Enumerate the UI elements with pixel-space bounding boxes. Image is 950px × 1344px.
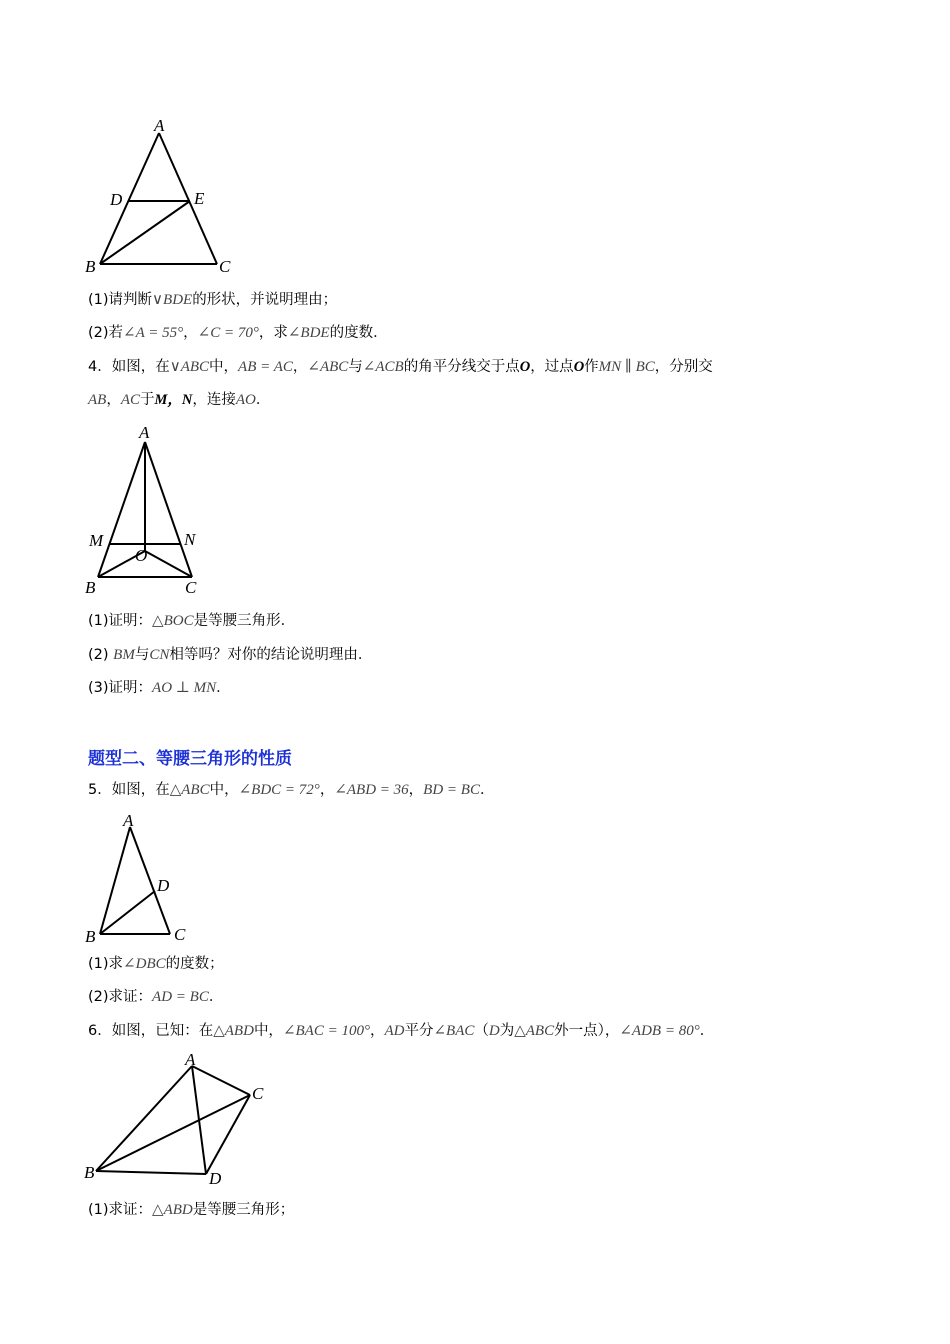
q3-part2: (2)若∠A = 55°，∠C = 70°，求∠BDE的度数．	[88, 325, 388, 341]
label-d: D	[157, 876, 170, 895]
label-c: C	[252, 1084, 264, 1103]
label-b: B	[84, 1163, 95, 1182]
q4-part3: (3)证明：AO ⊥ MN．	[88, 680, 231, 696]
q4-stem-line2: AB，AC于M，N，连接AO．	[88, 392, 271, 408]
figure-triangle-abd	[82, 810, 202, 945]
label-b: B	[85, 927, 96, 946]
label-a: A	[123, 811, 134, 830]
section-heading: 题型二、等腰三角形的性质	[88, 749, 292, 769]
q4-stem-line1: 4．如图，在∨ABC中，AB = AC，∠ABC与∠ACB的角平分线交于点O，过点O作MN ∥ BC，分别交	[88, 359, 713, 375]
q5-part2: (2)求证：AD = BC．	[88, 989, 224, 1005]
label-c: C	[219, 257, 231, 276]
label-d: D	[110, 190, 123, 209]
q6-stem: 6．如图，已知：在△ABD中，∠BAC = 100°，AD平分∠BAC（D为△ABC外一点），∠ADB = 80°．	[88, 1023, 715, 1039]
label-c: C	[174, 925, 186, 944]
q4-part1: (1)证明：△BOC是等腰三角形．	[88, 613, 296, 629]
figure-triangle-abc-mn	[82, 420, 222, 600]
q3-part1: (1)请判断∨BDE的形状，并说明理由；	[88, 292, 338, 308]
label-e: E	[194, 189, 205, 208]
label-a: A	[139, 423, 150, 442]
figure-quadrilateral-abdc	[82, 1050, 282, 1190]
q6-part1: (1)求证：△ABD是等腰三角形；	[88, 1202, 295, 1218]
label-b: B	[85, 257, 96, 276]
figure-triangle-bde	[82, 115, 242, 280]
q5-part1: (1)求∠DBC的度数；	[88, 956, 224, 972]
label-o: O	[135, 546, 148, 565]
label-m: M	[89, 531, 104, 550]
label-b: B	[85, 578, 96, 597]
label-n: N	[184, 530, 196, 549]
label-d: D	[209, 1169, 222, 1188]
label-a: A	[185, 1050, 196, 1069]
label-c: C	[185, 578, 197, 597]
label-a: A	[154, 116, 165, 135]
q5-stem: 5．如图，在△ABC中，∠BDC = 72°，∠ABD = 36，BD = BC．	[88, 782, 495, 798]
q4-part2: (2) BM与CN相等吗？对你的结论说明理由．	[88, 647, 373, 663]
